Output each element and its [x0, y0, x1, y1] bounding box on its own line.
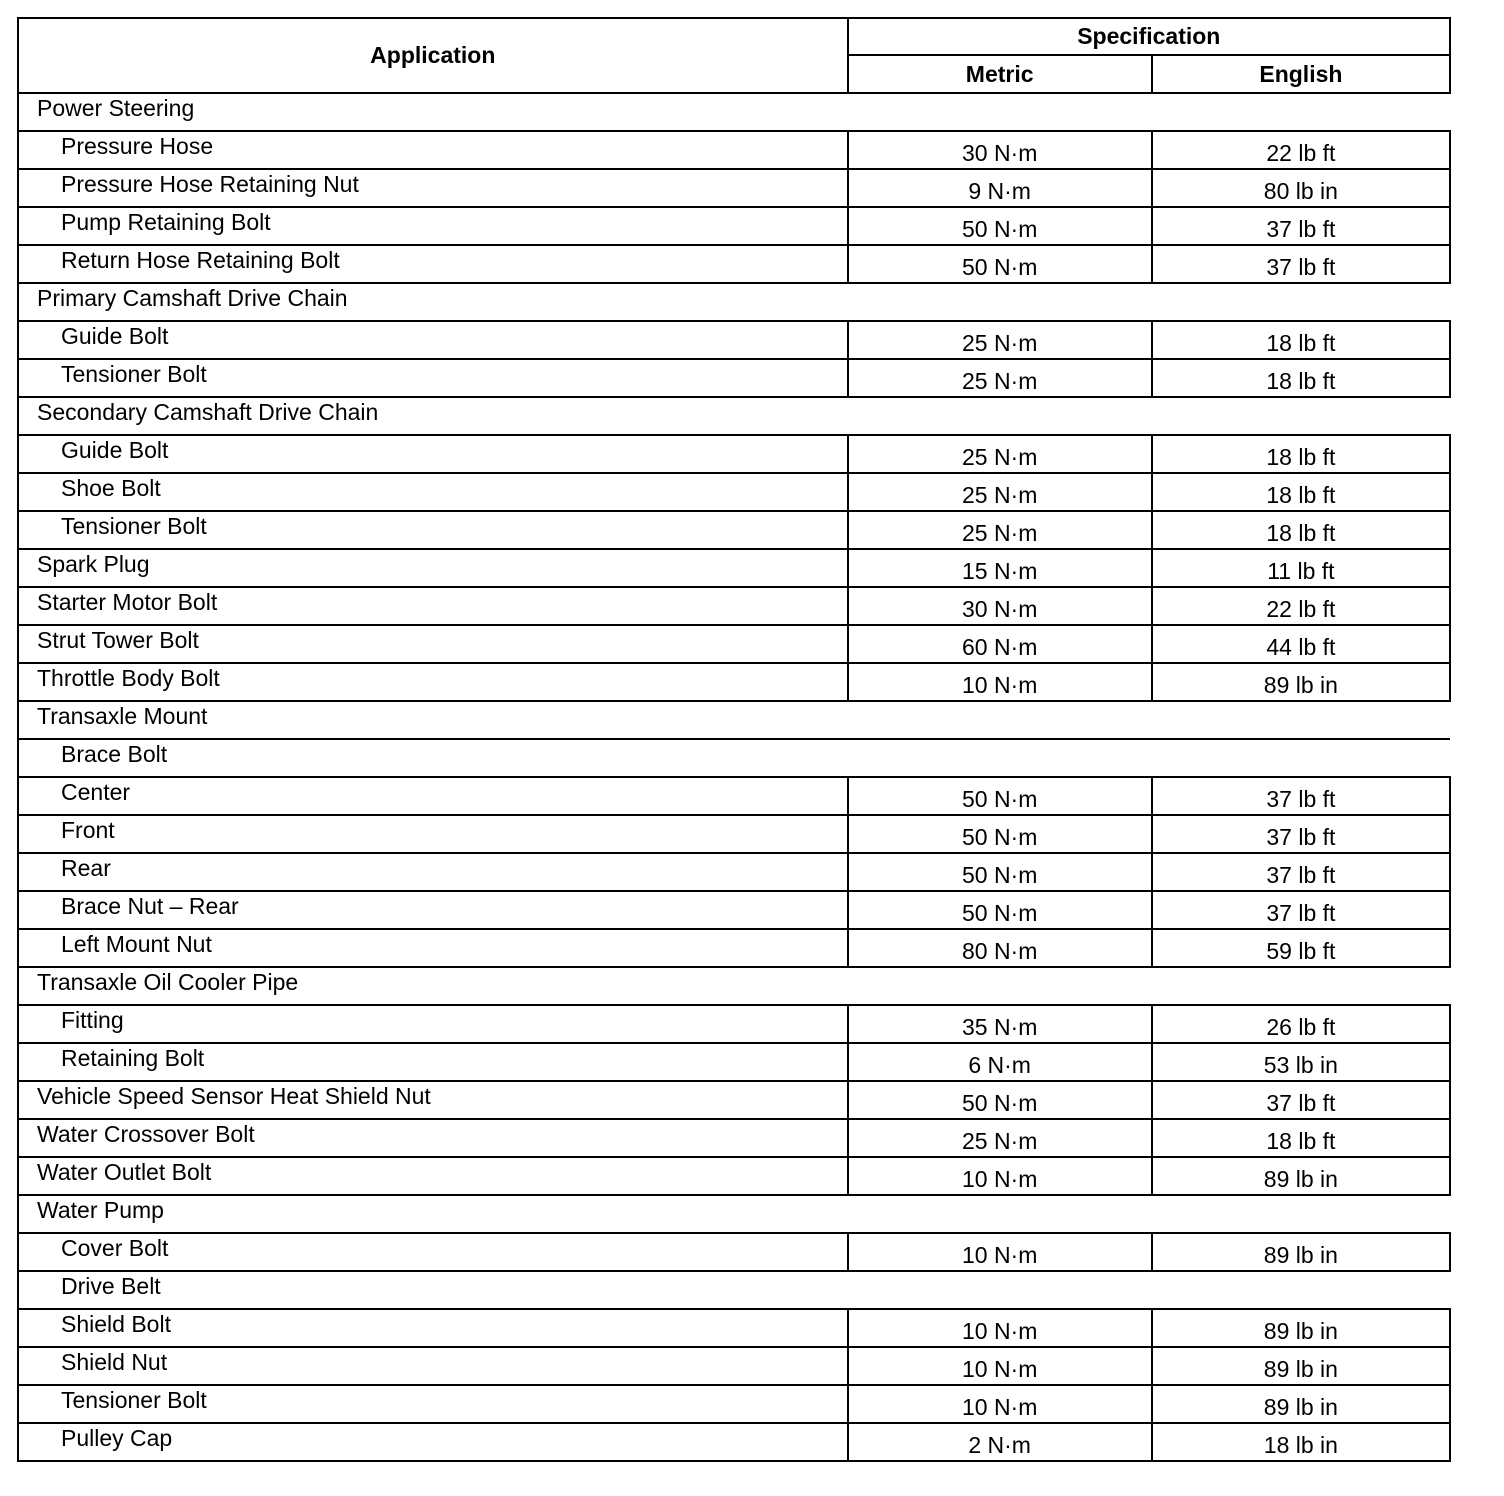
table-row	[18, 663, 1450, 701]
metric-cell: 25 N·m	[848, 438, 1152, 476]
table-row	[18, 815, 1450, 853]
table-row	[18, 169, 1450, 207]
metric-cell: 6 N·m	[848, 1046, 1152, 1084]
english-cell: 18 lb ft	[1152, 362, 1450, 400]
english-cell: 37 lb ft	[1152, 894, 1450, 932]
section-row	[18, 701, 1450, 739]
metric-cell: 25 N·m	[848, 476, 1152, 514]
english-cell: 22 lb ft	[1152, 134, 1450, 172]
table-row	[18, 1043, 1450, 1081]
metric-cell: 35 N·m	[848, 1008, 1152, 1046]
english-cell: 37 lb ft	[1152, 1084, 1450, 1122]
metric-cell: 50 N·m	[848, 818, 1152, 856]
application-cell: Water Pump	[18, 1191, 1450, 1229]
english-cell: 11 lb ft	[1152, 552, 1450, 590]
english-cell: 37 lb ft	[1152, 210, 1450, 248]
application-cell: Front	[18, 811, 848, 849]
section-row	[18, 93, 1450, 131]
application-cell: Fitting	[18, 1001, 848, 1039]
metric-cell: 30 N·m	[848, 590, 1152, 628]
english-cell: 89 lb in	[1152, 1236, 1450, 1274]
english-cell: 89 lb in	[1152, 1312, 1450, 1350]
application-cell: Cover Bolt	[18, 1229, 848, 1267]
application-cell: Left Mount Nut	[18, 925, 848, 963]
metric-cell: 9 N·m	[848, 172, 1152, 210]
table-row	[18, 435, 1450, 473]
metric-cell: 50 N·m	[848, 780, 1152, 818]
table-row	[18, 1347, 1450, 1385]
application-header: Application	[18, 18, 848, 93]
application-cell: Brace Nut – Rear	[18, 887, 848, 925]
application-cell: Power Steering	[18, 89, 1450, 127]
english-cell: 89 lb in	[1152, 666, 1450, 704]
application-cell: Tensioner Bolt	[18, 355, 848, 393]
application-cell: Water Outlet Bolt	[18, 1153, 848, 1191]
english-cell: 18 lb ft	[1152, 476, 1450, 514]
english-cell: 18 lb in	[1152, 1426, 1450, 1464]
metric-cell: 25 N·m	[848, 514, 1152, 552]
application-cell: Spark Plug	[18, 545, 848, 583]
application-cell: Shield Nut	[18, 1343, 848, 1381]
metric-cell: 10 N·m	[848, 1350, 1152, 1388]
english-cell: 18 lb ft	[1152, 324, 1450, 362]
metric-cell: 10 N·m	[848, 1312, 1152, 1350]
application-cell: Guide Bolt	[18, 317, 848, 355]
english-cell: 22 lb ft	[1152, 590, 1450, 628]
section-row	[18, 1271, 1450, 1309]
table-row	[18, 511, 1450, 549]
metric-cell: 25 N·m	[848, 324, 1152, 362]
application-cell: Tensioner Bolt	[18, 1381, 848, 1419]
english-cell: 44 lb ft	[1152, 628, 1450, 666]
table-row	[18, 853, 1450, 891]
english-cell: 59 lb ft	[1152, 932, 1450, 970]
table-row	[18, 1385, 1450, 1423]
table-row	[18, 1423, 1450, 1461]
section-row	[18, 739, 1450, 777]
metric-cell: 2 N·m	[848, 1426, 1152, 1464]
application-cell: Drive Belt	[18, 1267, 1450, 1305]
table-row	[18, 1309, 1450, 1347]
application-cell: Primary Camshaft Drive Chain	[18, 279, 1450, 317]
application-cell: Pressure Hose Retaining Nut	[18, 165, 848, 203]
table-row	[18, 321, 1450, 359]
application-cell: Strut Tower Bolt	[18, 621, 848, 659]
application-cell: Water Crossover Bolt	[18, 1115, 848, 1153]
application-cell: Shoe Bolt	[18, 469, 848, 507]
metric-cell: 60 N·m	[848, 628, 1152, 666]
metric-cell: 25 N·m	[848, 362, 1152, 400]
table-row	[18, 245, 1450, 283]
table-body	[18, 93, 1450, 1461]
table-row	[18, 207, 1450, 245]
english-cell: 18 lb ft	[1152, 1122, 1450, 1160]
table-row	[18, 1119, 1450, 1157]
english-header: English	[1152, 55, 1450, 93]
english-cell: 37 lb ft	[1152, 248, 1450, 286]
english-cell: 53 lb in	[1152, 1046, 1450, 1084]
metric-cell: 50 N·m	[848, 894, 1152, 932]
english-cell: 26 lb ft	[1152, 1008, 1450, 1046]
table-row	[18, 1005, 1450, 1043]
application-cell: Return Hose Retaining Bolt	[18, 241, 848, 279]
application-cell: Transaxle Mount	[18, 697, 1450, 735]
table-row	[18, 131, 1450, 169]
metric-cell: 50 N·m	[848, 1084, 1152, 1122]
table-row	[18, 777, 1450, 815]
section-row	[18, 967, 1450, 1005]
metric-cell: 30 N·m	[848, 134, 1152, 172]
section-row	[18, 1195, 1450, 1233]
metric-cell: 25 N·m	[848, 1122, 1152, 1160]
table-row	[18, 929, 1450, 967]
application-cell: Transaxle Oil Cooler Pipe	[18, 963, 1450, 1001]
metric-cell: 10 N·m	[848, 1236, 1152, 1274]
table-row	[18, 1081, 1450, 1119]
table-row	[18, 891, 1450, 929]
application-cell: Guide Bolt	[18, 431, 848, 469]
english-cell: 18 lb ft	[1152, 514, 1450, 552]
metric-cell: 50 N·m	[848, 856, 1152, 894]
english-cell: 80 lb in	[1152, 172, 1450, 210]
application-cell: Rear	[18, 849, 848, 887]
english-cell: 89 lb in	[1152, 1350, 1450, 1388]
table-row	[18, 587, 1450, 625]
table-row	[18, 473, 1450, 511]
metric-cell: 10 N·m	[848, 1160, 1152, 1198]
application-cell: Retaining Bolt	[18, 1039, 848, 1077]
english-cell: 37 lb ft	[1152, 818, 1450, 856]
english-cell: 37 lb ft	[1152, 780, 1450, 818]
section-row	[18, 283, 1450, 321]
section-row	[18, 397, 1450, 435]
metric-cell: 50 N·m	[848, 248, 1152, 286]
metric-cell: 50 N·m	[848, 210, 1152, 248]
application-cell: Brace Bolt	[18, 735, 1450, 773]
application-cell: Tensioner Bolt	[18, 507, 848, 545]
application-cell: Starter Motor Bolt	[18, 583, 848, 621]
application-cell: Pulley Cap	[18, 1419, 848, 1457]
metric-cell: 15 N·m	[848, 552, 1152, 590]
table-row	[18, 1233, 1450, 1271]
table-row	[18, 549, 1450, 587]
table-row	[18, 359, 1450, 397]
header-row	[18, 18, 1450, 55]
english-cell: 37 lb ft	[1152, 856, 1450, 894]
application-cell: Secondary Camshaft Drive Chain	[18, 393, 1450, 431]
metric-cell: 10 N·m	[848, 1388, 1152, 1426]
metric-cell: 80 N·m	[848, 932, 1152, 970]
application-cell: Center	[18, 773, 848, 811]
english-cell: 18 lb ft	[1152, 438, 1450, 476]
metric-cell: 10 N·m	[848, 666, 1152, 704]
application-cell: Throttle Body Bolt	[18, 659, 848, 697]
table-row	[18, 1157, 1450, 1195]
application-cell: Pump Retaining Bolt	[18, 203, 848, 241]
table-row	[18, 625, 1450, 663]
torque-spec-table	[17, 17, 1451, 1462]
application-cell: Shield Bolt	[18, 1305, 848, 1343]
english-cell: 89 lb in	[1152, 1388, 1450, 1426]
application-cell: Pressure Hose	[18, 127, 848, 165]
specification-header: Specification	[848, 18, 1450, 55]
metric-header: Metric	[848, 55, 1152, 93]
application-cell: Vehicle Speed Sensor Heat Shield Nut	[18, 1077, 848, 1115]
english-cell: 89 lb in	[1152, 1160, 1450, 1198]
